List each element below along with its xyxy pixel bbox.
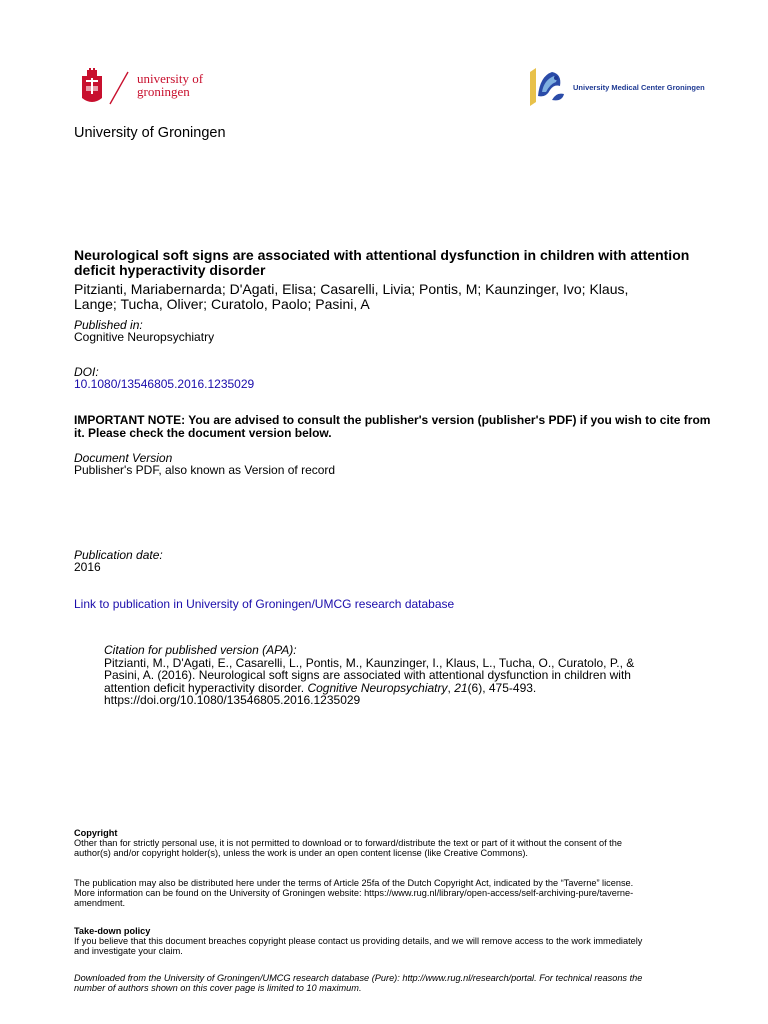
important-note-line1: IMPORTANT NOTE: You are advised to consult the publisher's version (publisher's PDF) if you wish to cite from bbox=[74, 413, 711, 427]
citation-line3: attention deficit hyperactivity disorder. Cognitive Neuropsychiatry, 21(6), 475-493. bbox=[104, 680, 537, 695]
takedown-section bbox=[74, 926, 724, 956]
rug-wordmark bbox=[137, 72, 203, 98]
authors-line1: Pitzianti, Mariabernarda; D'Agati, Elisa; Casarelli, Livia; Pontis, M; Kaunzinger, Ivo; Klaus, bbox=[74, 281, 629, 297]
rug-line2: groningen bbox=[137, 84, 190, 99]
footer-line1: Downloaded from the University of Groningen/UMCG research database (Pure): http://www.rug.nl/research/portal. For technical reasons the bbox=[74, 973, 643, 983]
takedown-line1: If you believe that this document breaches copyright please contact us providing details, and we will remove access to the work immediately bbox=[74, 936, 643, 946]
author-list bbox=[74, 282, 714, 312]
umcg-wordmark: University Medical Center Groningen bbox=[573, 83, 705, 92]
taverne-line3: amendment. bbox=[74, 898, 126, 908]
taverne-line2: More information can be found on the University of Groningen website: https://www.rug.nl/library/open-access/self-archiving-pure/taverne- bbox=[74, 888, 634, 898]
publication-date-label: Publication date: bbox=[74, 548, 163, 562]
important-note bbox=[74, 414, 724, 440]
published-in-label: Published in: bbox=[74, 318, 143, 332]
umcg-emblem-icon bbox=[526, 66, 566, 108]
citation-issue-pages: (6), 475-493. bbox=[467, 680, 537, 695]
document-version-value: Publisher's PDF, also known as Version of record bbox=[74, 463, 336, 477]
citation-label: Citation for published version (APA): bbox=[104, 643, 297, 657]
title-line2: deficit hyperactivity disorder bbox=[74, 262, 266, 278]
citation-line1: Pitzianti, M., D'Agati, E., Casarelli, L., Pontis, M., Kaunzinger, I., Klaus, L., Tucha, O., Curatolo, P., & bbox=[104, 655, 635, 670]
document-version-label: Document Version bbox=[74, 451, 173, 465]
rug-line1: university of bbox=[137, 71, 204, 86]
citation-line2: Pasini, A. (2016). Neurological soft signs are associated with attentional dysfunction in children with bbox=[104, 668, 631, 682]
takedown-line2: and investigate your claim. bbox=[74, 946, 183, 956]
rug-logo bbox=[80, 68, 240, 108]
copyright-heading: Copyright bbox=[74, 828, 118, 838]
authors-line2: Lange; Tucha, Oliver; Curatolo, Paolo; Pasini, A bbox=[74, 296, 370, 312]
citation-url[interactable]: https://doi.org/10.1080/13546805.2016.1235029 bbox=[104, 693, 361, 707]
published-in-value: Cognitive Neuropsychiatry bbox=[74, 330, 215, 344]
institution-name: University of Groningen bbox=[74, 125, 226, 141]
citation-block bbox=[104, 644, 704, 707]
download-footer bbox=[74, 973, 724, 993]
citation-volume: 21 bbox=[454, 680, 468, 695]
takedown-heading: Take-down policy bbox=[74, 926, 151, 936]
important-note-line2: it. Please check the document version below. bbox=[74, 426, 332, 440]
paper-title bbox=[74, 248, 714, 278]
umcg-logo bbox=[526, 66, 726, 110]
title-line1: Neurological soft signs are associated with attentional dysfunction in children with attention bbox=[74, 247, 690, 263]
doi-label: DOI: bbox=[74, 365, 99, 379]
taverne-line1: The publication may also be distributed here under the terms of Article 25fa of the Dutch Copyright Act, indicated by the “Taverne” license. bbox=[74, 878, 634, 888]
copyright-line2: author(s) and/or copyright holder(s), unless the work is under an open content license (like Creative Commons). bbox=[74, 848, 528, 858]
copyright-section bbox=[74, 828, 724, 858]
publication-date-value: 2016 bbox=[74, 560, 101, 574]
citation-line3-text: attention deficit hyperactivity disorder. bbox=[104, 680, 305, 695]
copyright-line1: Other than for strictly personal use, it is not permitted to download or to forward/distribute the text or part of it without the consent of the bbox=[74, 838, 622, 848]
research-database-link[interactable]: Link to publication in University of Groningen/UMCG research database bbox=[74, 597, 455, 611]
rug-slash-icon bbox=[108, 70, 130, 106]
citation-journal: Cognitive Neuropsychiatry bbox=[307, 680, 448, 695]
rug-crest-icon bbox=[80, 68, 104, 104]
taverne-section bbox=[74, 878, 724, 908]
doi-link[interactable]: 10.1080/13546805.2016.1235029 bbox=[74, 377, 255, 391]
footer-line2: number of authors shown on this cover page is limited to 10 maximum. bbox=[74, 983, 362, 993]
